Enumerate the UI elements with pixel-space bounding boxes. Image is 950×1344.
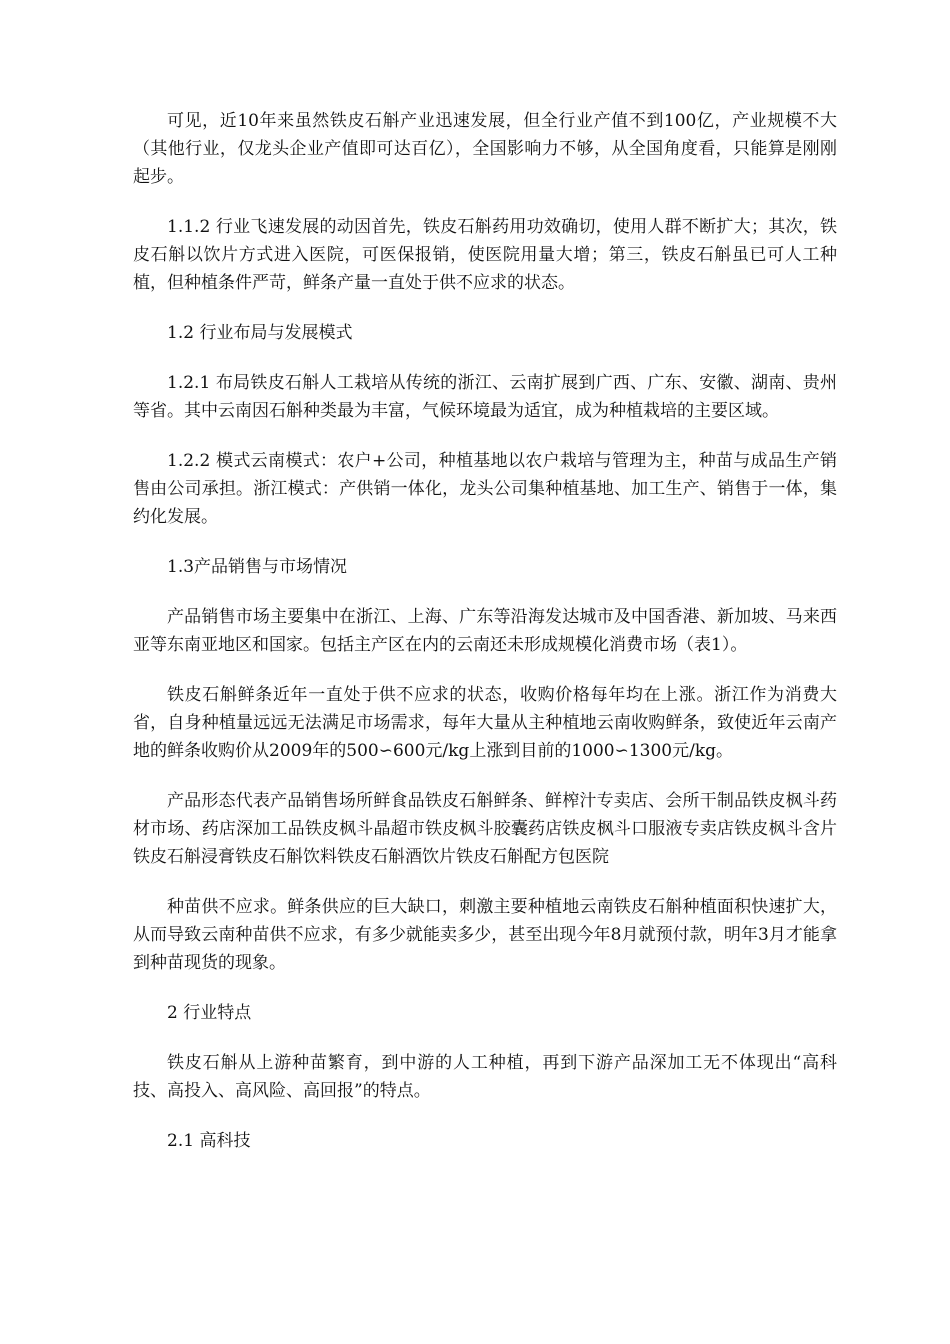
paragraph-product-forms: 产品形态代表产品销售场所鲜食品铁皮石斛鲜条、鲜榨汁专卖店、会所干制品铁皮枫斗药材市场、药店深加工品铁皮枫斗晶超市铁皮枫斗胶囊药店铁皮枫斗口服液专卖店铁皮枫斗含片铁皮石斛浸膏铁皮石斛饮料铁皮石斛酒饮片铁皮石斛配方包医院: [133, 791, 837, 867]
paragraph-sales-markets: 产品销售市场主要集中在浙江、上海、广东等沿海发达城市及中国香港、新加坡、马来西亚等东南亚地区和国家。包括主产区在内的云南还未形成规模化消费市场（表1）。: [133, 607, 837, 655]
document-body: [133, 107, 837, 1177]
heading-1-2: 1.2 行业布局与发展模式: [167, 323, 353, 343]
paragraph-fresh-stem-prices: 铁皮石斛鲜条近年一直处于供不应求的状态，收购价格每年均在上涨。浙江作为消费大省，自身种植量远远无法满足市场需求，每年大量从主种植地云南收购鲜条，致使近年云南产地的鲜条收购价从2009年的500∽600元/kg上涨到目前的1000∽1300元/kg。: [133, 685, 837, 761]
paragraph-industry-scale: 可见，近10年来虽然铁皮石斛产业迅速发展，但全行业产值不到100亿，产业规模不大（其他行业，仅龙头企业产值即可达百亿），全国影响力不够，从全国角度看，只能算是刚刚起步。: [133, 111, 837, 187]
paragraph-1-2-2-models: 1.2.2 模式云南模式：农户+公司，种植基地以农户栽培与管理为主，种苗与成品生产销售由公司承担。浙江模式：产供销一体化，龙头公司集种植基地、加工生产、销售于一体，集约化发展。: [133, 451, 837, 527]
paragraph-seedling-shortage: 种苗供不应求。鲜条供应的巨大缺口，刺激主要种植地云南铁皮石斛种植面积快速扩大，从而导致云南种苗供不应求，有多少就能卖多少，甚至出现今年8月就预付款，明年3月才能拿到种苗现货的现象。: [133, 897, 837, 973]
heading-1-3: 1.3产品销售与市场情况: [167, 557, 348, 577]
paragraph-industry-features: 铁皮石斛从上游种苗繁育，到中游的人工种植，再到下游产品深加工无不体现出“高科技、高投入、高风险、高回报”的特点。: [133, 1053, 837, 1101]
paragraph-1-1-2-growth-drivers: 1.1.2 行业飞速发展的动因首先，铁皮石斛药用功效确切，使用人群不断扩大；其次，铁皮石斛以饮片方式进入医院，可医保报销，使医院用量大增；第三，铁皮石斛虽已可人工种植，但种植条件严苛，鲜条产量一直处于供不应求的状态。: [133, 217, 837, 293]
paragraph-1-2-1-layout: 1.2.1 布局铁皮石斛人工栽培从传统的浙江、云南扩展到广西、广东、安徽、湖南、贵州等省。其中云南因石斛种类最为丰富，气候环境最为适宜，成为种植栽培的主要区域。: [133, 373, 837, 421]
heading-2-1: 2.1 高科技: [167, 1131, 251, 1151]
heading-2: 2 行业特点: [167, 1003, 252, 1023]
